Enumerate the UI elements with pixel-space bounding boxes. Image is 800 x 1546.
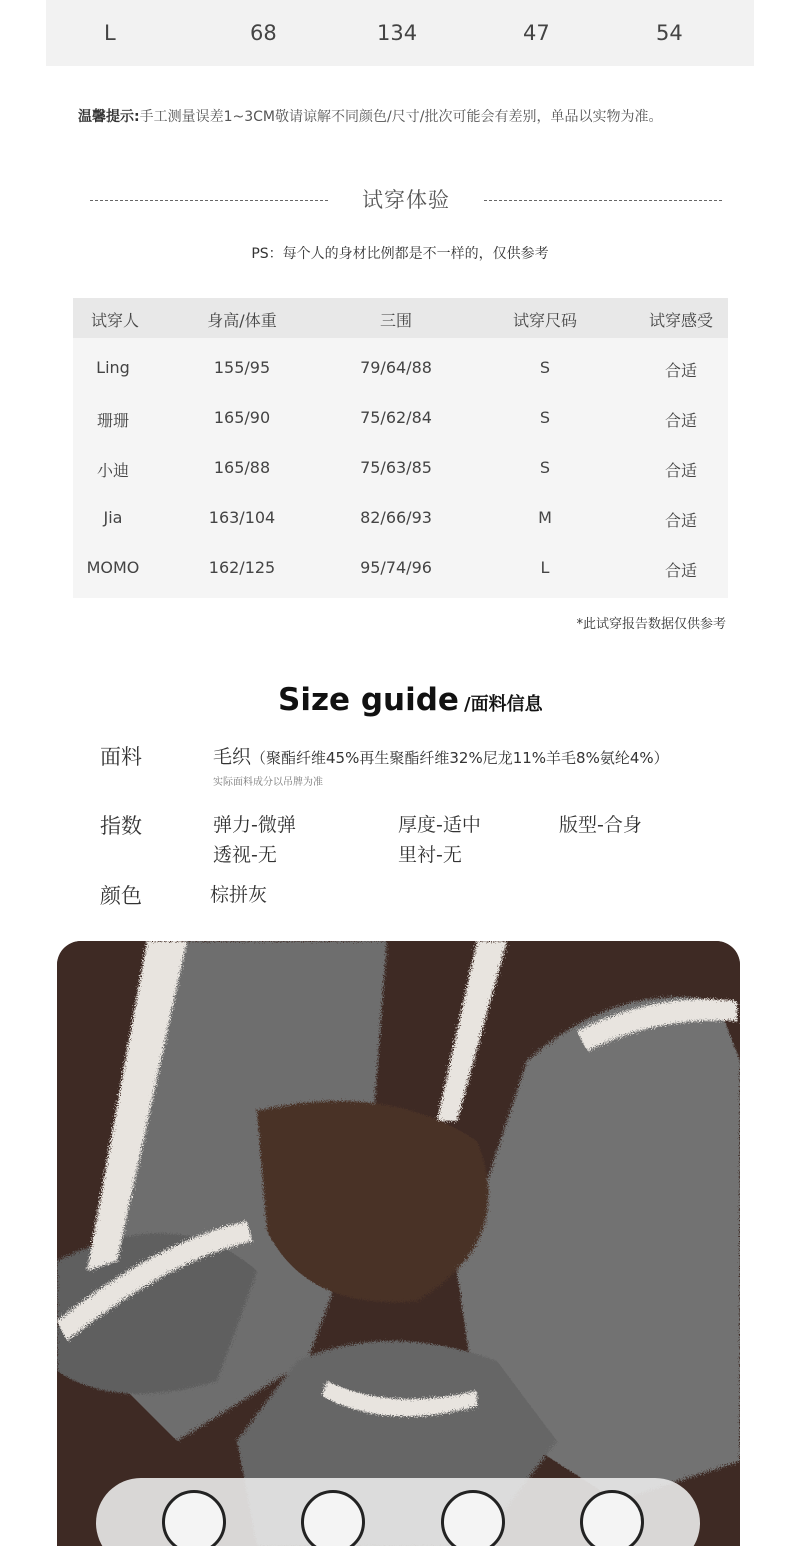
- table-cell: S: [539, 458, 551, 477]
- table-cell: 75/62/84: [360, 408, 432, 427]
- table-cell: 合适: [664, 561, 698, 580]
- try-on-ps: PS：每个人的身材比例都是不一样的，仅供参考: [251, 246, 549, 262]
- size-cell: 47: [523, 21, 550, 45]
- index-value: 透视-无: [213, 844, 277, 866]
- table-cell: S: [539, 408, 551, 427]
- try-on-section-header: [90, 182, 722, 216]
- fabric-main: 毛织: [213, 746, 252, 768]
- table-cell: Jia: [103, 508, 123, 527]
- tip-label: 温馨提示:: [78, 109, 140, 125]
- water-drop-icon: [580, 1490, 644, 1546]
- table-cell: 163/104: [208, 508, 276, 527]
- knit-texture: [57, 941, 740, 1546]
- table-header: [73, 298, 728, 338]
- table-cell: L: [540, 558, 550, 577]
- table-cell: 合适: [664, 511, 698, 530]
- flower-icon: [441, 1490, 505, 1546]
- color-value: 棕拼灰: [210, 884, 268, 906]
- index-value: 版型-合身: [559, 814, 642, 836]
- color-label: 颜色: [100, 884, 142, 908]
- table-cell: 珊珊: [96, 411, 130, 430]
- fabric-value: [213, 742, 669, 769]
- tip-text: 手工测量误差1~3CM敬请谅解不同颜色/尺寸/批次可能会有差别，单品以实物为准。: [139, 109, 663, 125]
- fabric-label: 面料: [100, 745, 142, 769]
- breathable-icon: [301, 1490, 365, 1546]
- table-cell: 95/74/96: [360, 558, 432, 577]
- header-cell: 三围: [379, 311, 413, 330]
- index-label: 指数: [100, 814, 142, 838]
- table-cell: Ling: [96, 358, 130, 377]
- header-cell: 试穿感受: [648, 311, 714, 330]
- index-value: 弹力-微弹: [213, 814, 296, 836]
- cloud-plant-icon: [162, 1490, 226, 1546]
- size-cell: 134: [377, 21, 418, 45]
- divider: [484, 200, 722, 201]
- fabric-note: 实际面料成分以吊牌为准: [213, 777, 323, 788]
- table-cell: M: [538, 508, 552, 527]
- table-cell: 79/64/88: [360, 358, 432, 377]
- table-cell: 合适: [664, 361, 698, 380]
- table-cell: 165/88: [213, 458, 271, 477]
- table-cell: 合适: [664, 411, 698, 430]
- header-cell: 身高/体重: [207, 311, 277, 330]
- size-cell: 54: [656, 21, 683, 45]
- table-cell: S: [539, 358, 551, 377]
- size-guide-title: [278, 682, 543, 718]
- header-cell: 试穿尺码: [512, 311, 578, 330]
- table-cell: 小迪: [96, 461, 130, 480]
- size-guide-heading: Size guide: [278, 682, 459, 718]
- try-on-title: 试穿体验: [362, 188, 450, 212]
- size-table-row: [46, 0, 754, 66]
- index-value: 里衬-无: [398, 844, 462, 866]
- size-cell: L: [104, 21, 116, 45]
- table-cell: 155/95: [213, 358, 271, 377]
- table-cell: 162/125: [208, 558, 276, 577]
- table-cell: 165/90: [213, 408, 271, 427]
- header-cell: 试穿人: [90, 311, 140, 330]
- fabric-detail: （聚酯纤维45%再生聚酯纤维32%尼龙11%羊毛8%氨纶4%）: [251, 749, 669, 767]
- index-value: 厚度-适中: [398, 814, 481, 836]
- table-cell: 82/66/93: [360, 508, 432, 527]
- table-cell: MOMO: [86, 558, 140, 577]
- table-cell: 75/63/85: [360, 458, 432, 477]
- table-cell: 合适: [664, 461, 698, 480]
- measurement-tip: [78, 106, 662, 126]
- fabric-photo: [57, 941, 740, 1546]
- size-cell: 68: [250, 21, 277, 45]
- try-on-table: [73, 298, 728, 598]
- size-guide-subtitle: /面料信息: [464, 694, 543, 715]
- try-on-note: *此试穿报告数据仅供参考: [576, 617, 726, 632]
